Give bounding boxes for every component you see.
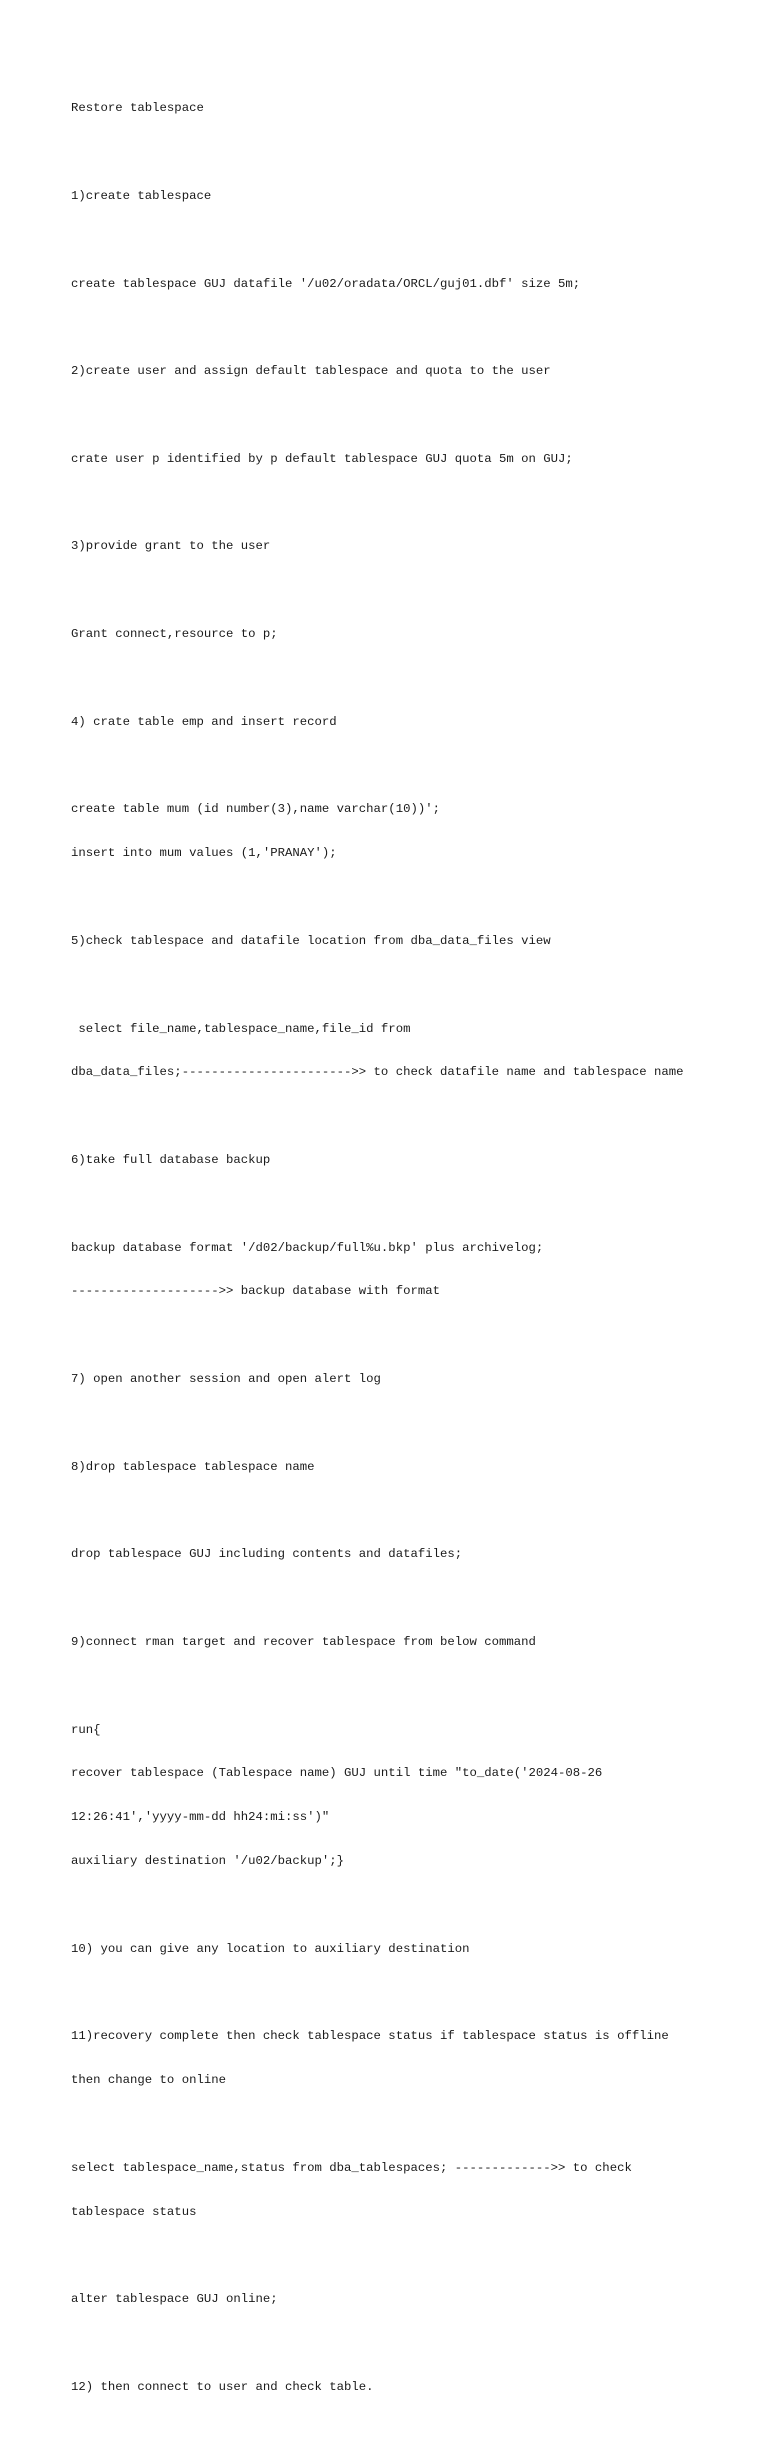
step-4-command: create table mum (id number(3),name varchar(10))'; insert into mum values (1,'PRANAY'); xyxy=(71,802,440,861)
step-4-heading: 4) crate table emp and insert record xyxy=(71,714,337,729)
step-2-heading: 2)create user and assign default tablespace and quota to the user xyxy=(71,364,551,379)
step-5-command: select file_name,tablespace_name,file_id from dba_data_files;----------------------->> to check datafile name and tablespace name xyxy=(71,1021,684,1080)
step-3-command: Grant connect,resource to p; xyxy=(71,627,278,642)
step-10-heading: 10) you can give any location to auxiliary destination xyxy=(71,1941,470,1956)
document-title xyxy=(71,72,751,145)
step-7-heading: 7) open another session and open alert log xyxy=(71,1372,381,1387)
step-6-heading: 6)take full database backup xyxy=(71,1152,271,1167)
step-9-command: run{ recover tablespace (Tablespace name) GUJ until time "to_date('2024-08-26 12:26:41','yyyy-mm-dd hh24:mi:ss')" auxiliary destination '/u02/backup';} xyxy=(71,1722,603,1869)
title-text: Restore tablespace xyxy=(71,101,204,116)
step-2-command: crate user p identified by p default tablespace GUJ quota 5m on GUJ; xyxy=(71,451,573,466)
step-11-heading: 11)recovery complete then check tablespace status if tablespace status is offline then change to online xyxy=(71,2029,669,2088)
step-5-heading: 5)check tablespace and datafile location from dba_data_files view xyxy=(71,933,551,948)
step-8-heading: 8)drop tablespace tablespace name xyxy=(71,1459,315,1474)
step-12-heading: 12) then connect to user and check table. xyxy=(71,2379,374,2394)
step-11-command-2: alter tablespace GUJ online; xyxy=(71,2292,278,2307)
step-1-heading: 1)create tablespace xyxy=(71,188,212,203)
step-8-command: drop tablespace GUJ including contents and datafiles; xyxy=(71,1547,463,1562)
step-3-heading: 3)provide grant to the user xyxy=(71,539,271,554)
step-1-command: create tablespace GUJ datafile '/u02/oradata/ORCL/guj01.dbf' size 5m; xyxy=(71,276,581,291)
step-9-heading: 9)connect rman target and recover tablespace from below command xyxy=(71,1635,536,1650)
document-page xyxy=(71,72,751,2438)
step-11-command: select tablespace_name,status from dba_tablespaces; ------------->> to check tablespace status xyxy=(71,2160,632,2219)
step-6-command: backup database format '/d02/backup/full%u.bkp' plus archivelog; -------------------->> backup database with format xyxy=(71,1240,544,1299)
